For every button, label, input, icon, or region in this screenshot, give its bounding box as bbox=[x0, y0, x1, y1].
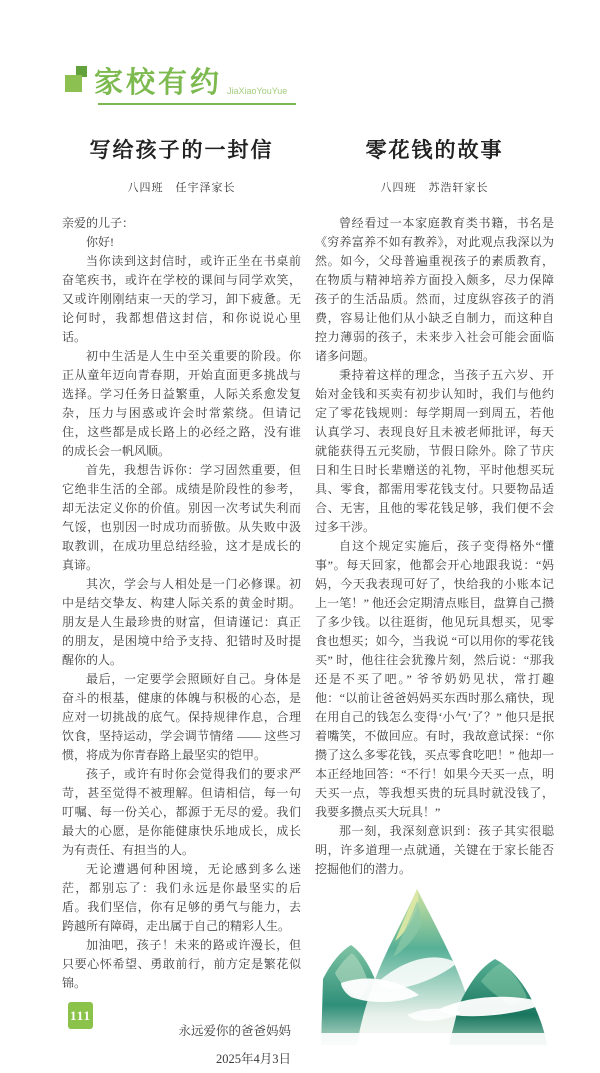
paragraph: 你好! bbox=[86, 235, 114, 249]
paragraph: 那一刻，我深刻意识到：孩子其实很聪明，许多道理一点就通，关键在于家长能否挖掘他们的潜力。 bbox=[315, 824, 554, 876]
article-columns bbox=[62, 124, 554, 1073]
paragraph: 其次，学会与人相处是一门必修课。初中是结交挚友、构建人际关系的黄金时期。朋友是人生最珍贵的财富，但请谨记：真正的朋友，是困境中给予支持、犯错时及时提醒你的人。 bbox=[62, 577, 301, 667]
mountains-illustration bbox=[315, 887, 554, 1045]
article-byline: 八四班 任宇泽家长 bbox=[127, 182, 236, 194]
salutation: 亲爱的儿子： bbox=[62, 216, 135, 230]
paragraph: 秉持着这样的理念，当孩子五六岁、开始对金钱和买卖有初步认知时，我们与他约定了零花钱规则：每学期周一到周五，若他认真学习、表现良好且未被老师批评，每天就能获得五元奖励，节假日除外。除了节庆日和生日时长辈赠送的礼物，平时他想买玩具、零食，都需用零花钱支付。只要物品适合、无害，且他的零花钱足够，我们便不会过多干涉。 bbox=[315, 368, 554, 534]
paragraph: 当你读到这封信时，或许正坐在书桌前奋笔疾书，或许在学校的课间与同学欢笑，又或许刚刚结束一天的学习，卸下疲惫。无论何时，我都想借这封信，和你说说心里话。 bbox=[62, 254, 301, 344]
paragraph: 自这个规定实施后，孩子变得格外“懂事”。每天回家，他都会开心地跟我说：“妈妈，今天我表现可好了，快给我的小账本记上一笔！” 他还会定期清点账目，盘算自己攒了多少钱。以往逛街，他见玩具想买，见零食也想买；如今，当我说 “可以用你的零花钱买” 时，他往往会犹豫片刻，然后说：“那我还是不买了吧。” 爷爷奶奶见状，常打趣他：“以前让爸爸妈妈买东西时那么痛快，现在用自己的钱怎么变得‘小气’了？” 他只是抿着嘴笑，不做回应。有时，我故意试探：“你攒了这么多零花钱，买点零食吃吧！” 他却一本正经地回答：“不行！如果今天买一点，明天买一点，等我想买贵的玩具时就没钱了，我要多攒点买大玩具！” bbox=[315, 539, 554, 819]
paragraph: 加油吧，孩子！未来的路或许漫长，但只要心怀希望、勇敢前行，前方定是繁花似锦。 bbox=[62, 938, 301, 990]
logo-mark-icon bbox=[64, 60, 94, 100]
column-logo-title: 家校有约 bbox=[94, 67, 223, 99]
letter-date: 2025年4月3日 bbox=[215, 1052, 291, 1066]
article-title: 零花钱的故事 bbox=[365, 138, 504, 162]
paragraph: 曾经看过一本家庭教育类书籍，书名是《穷养富养不如有教养》，对此观点我深以为然。如今，父母普遍重视孩子的素质教育，在物质与精神培养方面投入颇多，尽力保障孩子的生活品质。然而，过度纵容孩子的消费，容易让他们从小缺乏自制力，而这种自控力薄弱的孩子，未来步入社会可能会面临诸多问题。 bbox=[315, 216, 554, 363]
signature-block bbox=[62, 1017, 301, 1073]
article-pocket-money bbox=[315, 124, 554, 1073]
page-number-badge: 111 bbox=[68, 1002, 93, 1029]
paragraph: 最后，一定要学会照顾好自己。身体是奋斗的根基，健康的体魄与积极的心态，是应对一切挑战的底气。保持规律作息，合理饮食，坚持运动，学会调节情绪 —— 这些习惯，将成为你青春路上最坚实的铠甲。 bbox=[62, 672, 301, 762]
article-body bbox=[315, 214, 554, 879]
article-title: 写给孩子的一封信 bbox=[89, 138, 274, 162]
header-rule bbox=[98, 103, 296, 105]
signature: 永远爱你的爸爸妈妈 bbox=[178, 1024, 291, 1038]
article-body bbox=[62, 214, 301, 1073]
paragraph: 初中生活是人生中至关重要的阶段。你正从童年迈向青春期，开始直面更多挑战与选择。学习任务日益繁重，人际关系愈发复杂，压力与困惑或许会时常萦绕。但请记住，这些都是成长路上的必经之路，没有谁的成长会一帆风顺。 bbox=[62, 349, 301, 458]
paragraph: 孩子，或许有时你会觉得我们的要求严苛，甚至觉得不被理解。但请相信，每一句叮嘱、每一份关心，都源于无尽的爱。我们最大的心愿，是你能健康快乐地成长，成长为有责任、有担当的人。 bbox=[62, 767, 301, 857]
column-header bbox=[64, 60, 324, 105]
paragraph: 首先，我想告诉你：学习固然重要，但它绝非生活的全部。成绩是阶段性的参考，却无法定义你的价值。别因一次考试失利而气馁，也别因一时成功而骄傲。从失败中汲取教训，在成功里总结经验，这才是成长的真谛。 bbox=[62, 463, 301, 572]
article-byline: 八四班 苏浩轩家长 bbox=[380, 182, 489, 194]
paragraph: 无论遭遇何种困境，无论感到多么迷茫，都别忘了：我们永远是你最坚实的后盾。我们坚信，你有足够的勇气与能力，去跨越所有障碍，走出属于自己的精彩人生。 bbox=[62, 862, 301, 933]
article-letter-to-child bbox=[62, 124, 301, 1073]
column-logo-pinyin: JiaXiaoYouYue bbox=[227, 86, 288, 96]
